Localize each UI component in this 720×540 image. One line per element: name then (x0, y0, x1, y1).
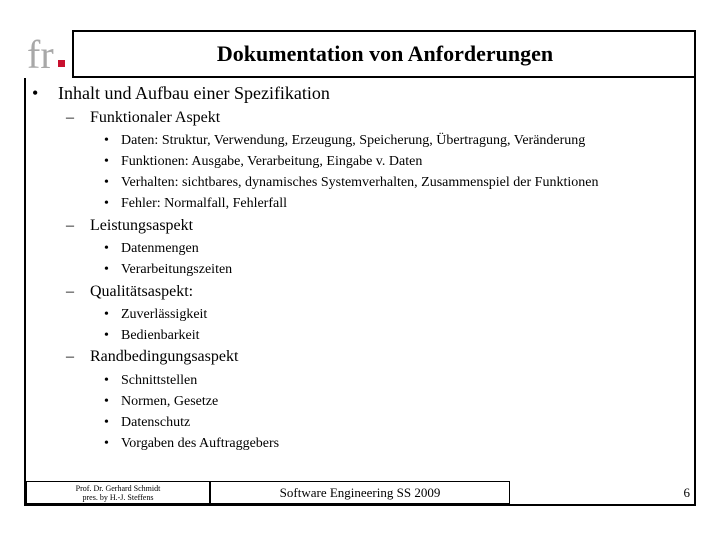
dash-marker: – (66, 109, 74, 126)
list-item: Daten: Struktur, Verwendung, Erzeugung, Speicherung, Übertragung, Veränderung (121, 133, 586, 148)
page-number: 6 (683, 484, 690, 500)
list-item: Bedienbarkeit (121, 328, 200, 343)
list-item: Schnittstellen (121, 373, 198, 388)
bullet-marker: • (104, 328, 109, 343)
footer-author (26, 481, 210, 504)
bullet-marker: • (104, 241, 109, 256)
dash-marker: – (66, 217, 74, 234)
logo (24, 30, 74, 78)
list-item: Funktionen: Ausgabe, Verarbeitung, Eingabe v. Daten (121, 154, 423, 169)
dash-marker: – (66, 283, 74, 300)
footer-course: Software Engineering SS 2009 (210, 481, 510, 504)
section-title: Funktionaler Aspekt (90, 109, 221, 126)
dash-marker: – (66, 348, 74, 365)
section-title: Randbedingungsaspekt (90, 348, 239, 365)
bullet-marker: • (104, 373, 109, 388)
list-item: Datenschutz (121, 415, 191, 430)
list-item: Normen, Gesetze (121, 394, 219, 409)
bullet-marker: • (104, 175, 109, 190)
bullet-marker: • (104, 133, 109, 148)
author-line: pres. by H.-J. Steffens (82, 492, 154, 502)
bullet-marker: • (104, 262, 109, 277)
section-title: Leistungsaspekt (90, 217, 194, 234)
list-item: Vorgaben des Auftraggebers (121, 436, 280, 451)
list-item: Zuverlässigkeit (121, 307, 208, 322)
bullet-marker: • (104, 154, 109, 169)
bullet-marker: • (104, 307, 109, 322)
list-item: Fehler: Normalfall, Fehlerfall (121, 196, 287, 211)
section-title: Qualitätsaspekt: (90, 283, 194, 300)
author-line: Prof. Dr. Gerhard Schmidt (75, 483, 161, 493)
bullet-marker: • (32, 83, 39, 103)
bullet-marker: • (104, 436, 109, 451)
list-item: Datenmengen (121, 241, 199, 256)
bullet-marker: • (104, 415, 109, 430)
list-item: Verarbeitungszeiten (121, 262, 233, 277)
list-item: Verhalten: sichtbares, dynamisches Systemverhalten, Zusammenspiel der Funktionen (121, 175, 599, 190)
page-title: Dokumentation von Anforderungen (216, 41, 554, 66)
main-bullet-text: Inhalt und Aufbau einer Spezifikation (58, 83, 330, 103)
svg-text:fr: fr (27, 32, 54, 76)
bullet-marker: • (104, 394, 109, 409)
bullet-marker: • (104, 196, 109, 211)
